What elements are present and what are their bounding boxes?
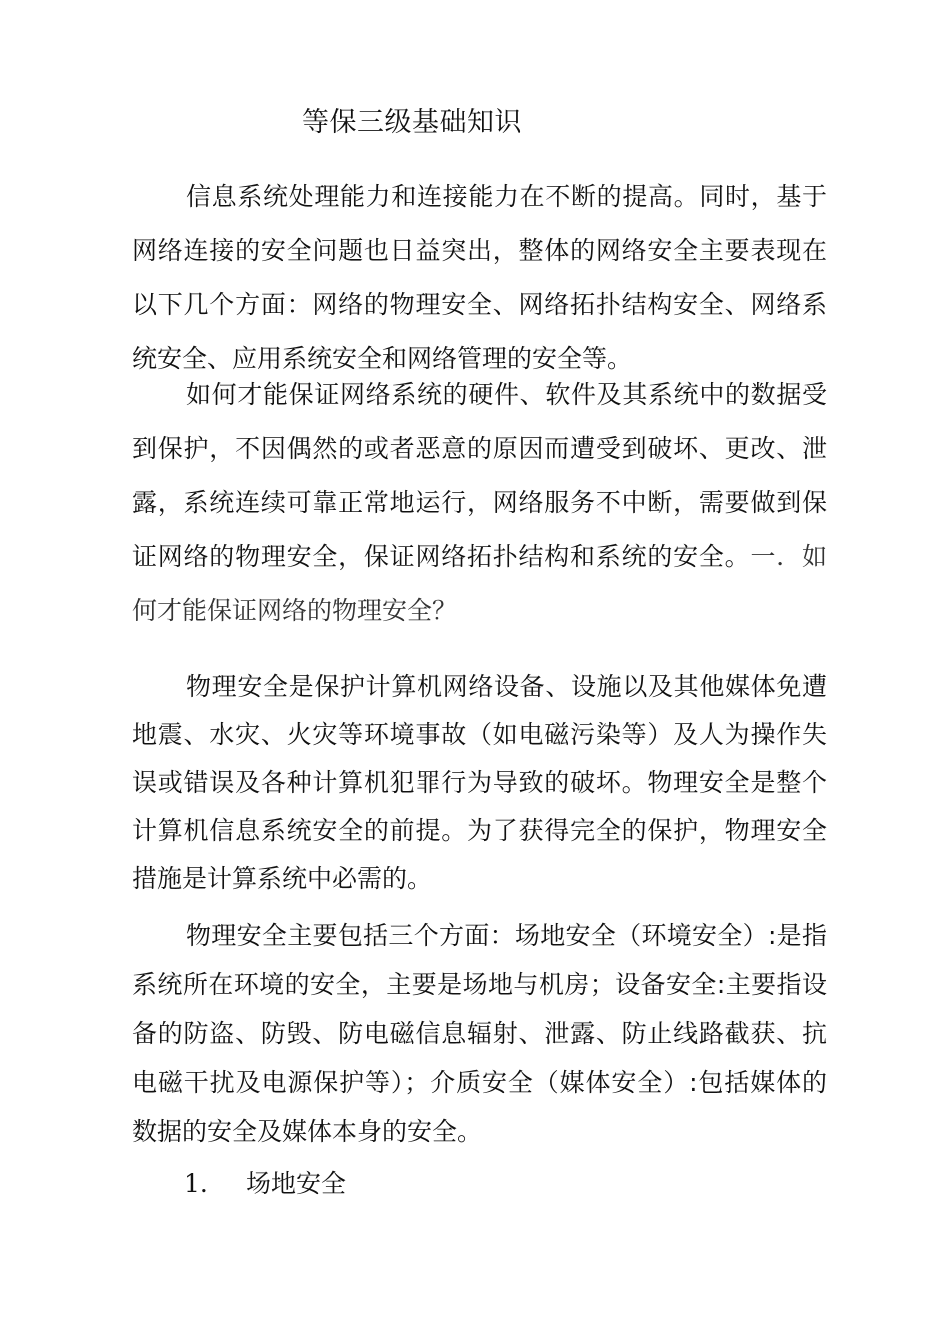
paragraph-physical-security: 物理安全是保护计算机网络设备、设施以及其他媒体免遭地震、水灾、火灾等环境事故（如电磁污染等）及人为操作失误或错误及各种计算机犯罪行为导致的破坏。物理安全是整个计算机信息系统安全的前提。为了获得完全的保护，物理安全措施是计算系统中必需的。 bbox=[132, 672, 827, 893]
paragraph-protection bbox=[132, 368, 827, 638]
paragraph-protection-text: 如何才能保证网络系统的硬件、软件及其系统中的数据受到保护，不因偶然的或者恶意的原因而遭受到破坏、更改、泄露，系统连续可靠正常地运行，网络服务不中断，需要做到保证网络的物理安全，保证网络拓扑结构和系统的安全。 bbox=[132, 380, 827, 571]
list-item-site-security bbox=[184, 1160, 346, 1209]
section-heading-physical-security: 一．如何才能保证网络的物理安全？ bbox=[132, 542, 827, 625]
paragraph-intro: 信息系统处理能力和连接能力在不断的提高。同时，基于网络连接的安全问题也日益突出，整体的网络安全主要表现在以下几个方面：网络的物理安全、网络拓扑结构安全、网络系统安全、应用系统安全和网络管理的安全等。 bbox=[132, 182, 827, 373]
document-title: 等保三级基础知识 bbox=[302, 107, 522, 138]
paragraph-three-aspects: 物理安全主要包括三个方面：场地安全（环境安全）:是指系统所在环境的安全，主要是场地与机房；设备安全:主要指设备的防盗、防毁、防电磁信息辐射、泄露、防止线路截获、抗电磁干扰及电源保护等）；介质安全（媒体安全）:包括媒体的数据的安全及媒体本身的安全。 bbox=[132, 921, 827, 1146]
list-item-number: 1. bbox=[184, 1169, 208, 1198]
list-item-text: 场地安全 bbox=[246, 1169, 347, 1198]
